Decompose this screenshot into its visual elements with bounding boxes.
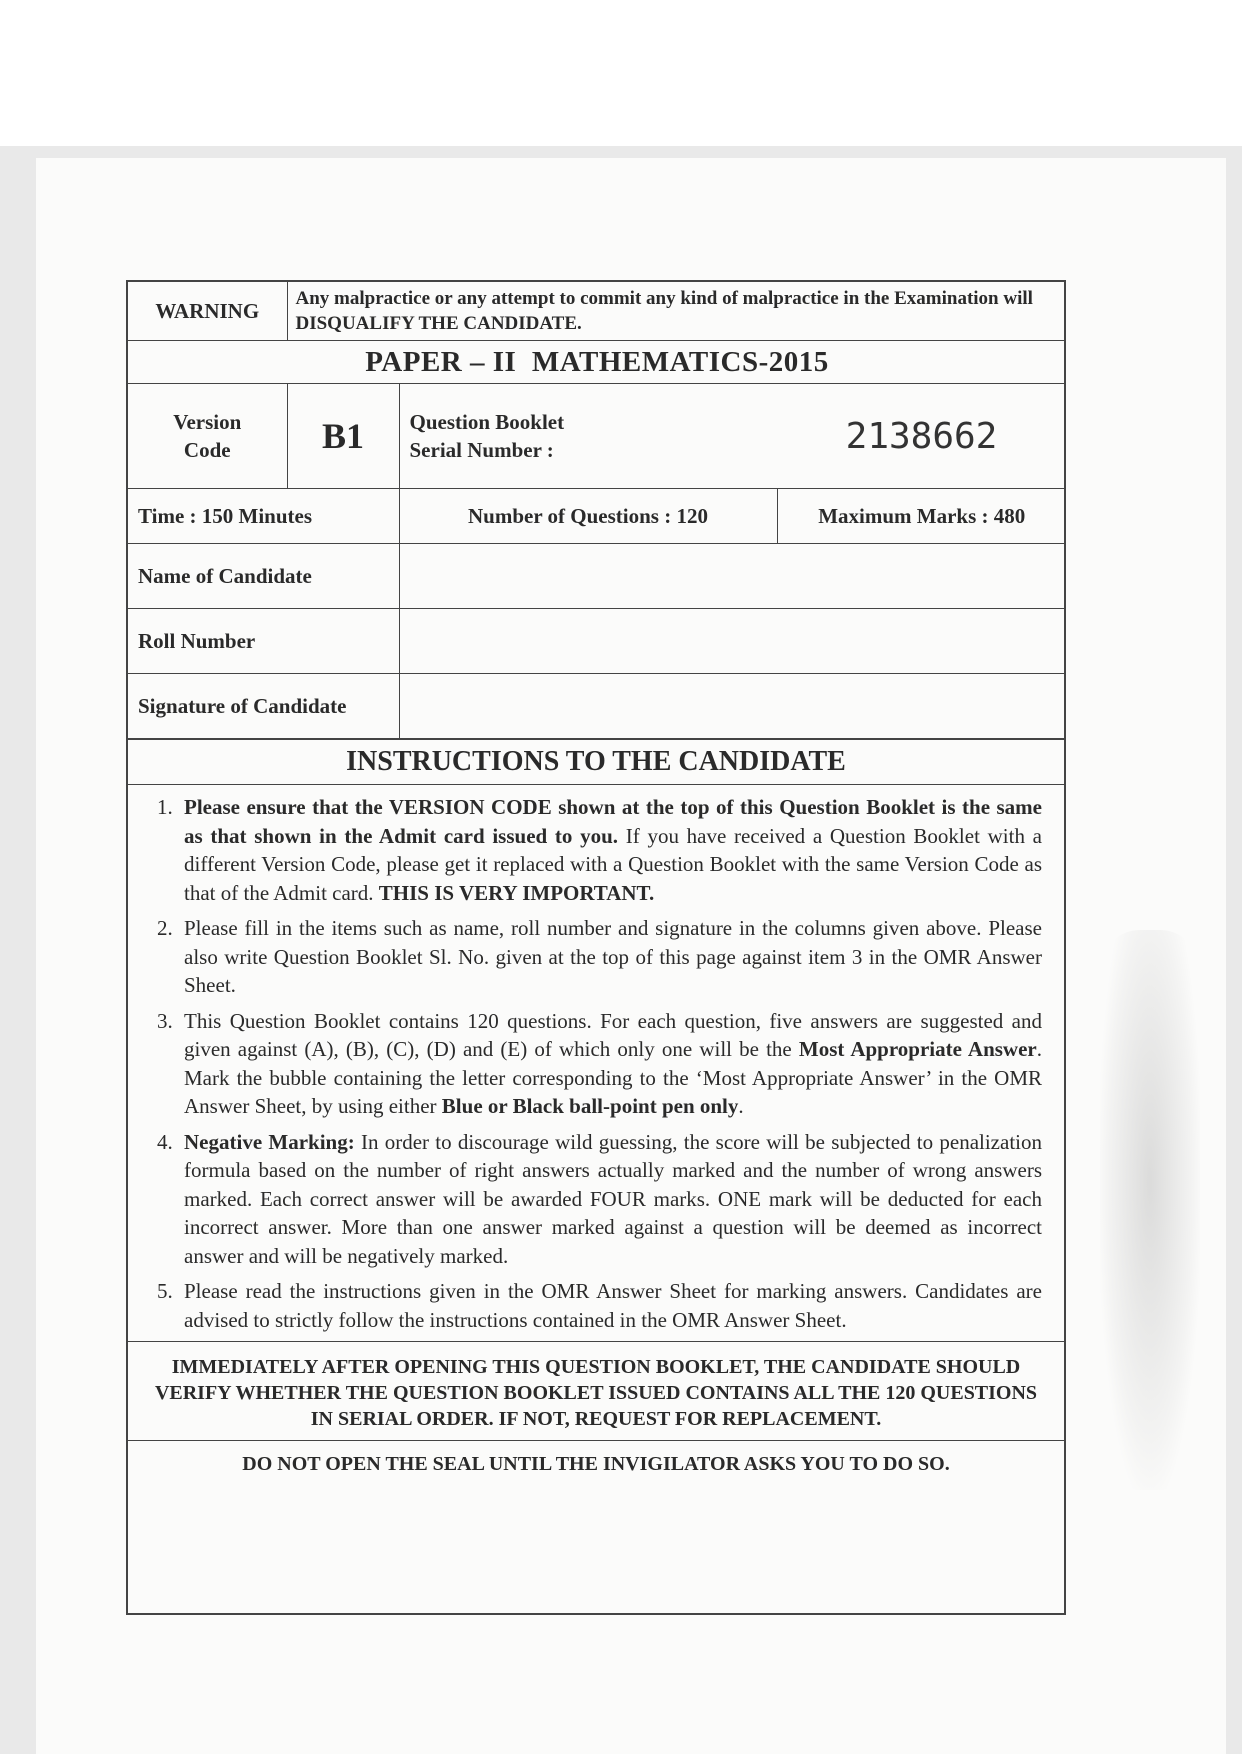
version-label-line2: Code [183, 438, 231, 462]
instruction-3-text-c: . [738, 1094, 744, 1118]
exam-info-row [128, 489, 1066, 544]
seal-notice: DO NOT OPEN THE SEAL UNTIL THE INVIGILATOR ASKS YOU TO DO SO. [128, 1440, 1064, 1487]
instruction-1-bold: Please ensure that the VERSION CODE shown at the top of this Question Booklet is the same as that shown in the Admit card issued to you. [184, 795, 1042, 848]
booklet-cover-box [126, 280, 1066, 1615]
instructions-heading: INSTRUCTIONS TO THE CANDIDATE [128, 740, 1064, 785]
warning-row [128, 282, 1066, 341]
questions-info: Number of Questions : 120 [399, 489, 777, 544]
serial-label-line2: Serial Number : [409, 438, 554, 462]
instruction-1-important: THIS IS VERY IMPORTANT. [378, 880, 655, 905]
instruction-5-text: Please read the instructions given in the OMR Answer Sheet for marking answers. Candidates are advised to strictly follow the instructions contained in the OMR Answer Sheet. [184, 1279, 1042, 1332]
instructions-section [128, 739, 1064, 1334]
instruction-item [178, 914, 1042, 1000]
serial-number-value: 2138662 [777, 384, 1066, 489]
serial-number-label [399, 384, 777, 489]
verification-notice: IMMEDIATELY AFTER OPENING THIS QUESTION BOOKLET, THE CANDIDATE SHOULD VERIFY WHETHER THE QUESTION BOOKLET ISSUED CONTAINS ALL THE 120 QUESTIONS IN SERIAL ORDER. IF NOT, REQUEST FOR REPLACEMENT. [128, 1341, 1064, 1440]
roll-row [128, 609, 1066, 674]
roll-field[interactable] [399, 609, 1066, 674]
signature-label: Signature of Candidate [128, 674, 399, 739]
paper-title-row [128, 341, 1066, 384]
version-label-line1: Version [173, 410, 242, 434]
signature-field[interactable] [399, 674, 1066, 739]
time-info: Time : 150 Minutes [128, 489, 399, 544]
instruction-item [178, 793, 1042, 907]
instruction-3-bold-a: Most Appropriate Answer [798, 1037, 1037, 1061]
warning-label: WARNING [128, 282, 287, 341]
paper-title: PAPER – II MATHEMATICS-2015 [128, 341, 1066, 384]
instruction-4-text: In order to discourage wild guessing, the score will be subjected to penalization formula based on the number of right answers actually marked and the number of wrong answers marked. Each correct answer will be awarded FOUR marks. ONE mark will be deducted for each incorrect answer. More than one answer marked against a question will be deemed as incorrect answer and will be negatively marked. [184, 1129, 1042, 1268]
scan-smudge [1100, 930, 1200, 1490]
serial-label-line1: Question Booklet [409, 410, 565, 434]
warning-text: Any malpractice or any attempt to commit any kind of malpractice in the Examination will DISQUALIFY THE CANDIDATE. [287, 282, 1066, 341]
cover-info-table [128, 282, 1066, 739]
instruction-1-text: If you have received a Question Booklet with a different Version Code, please get it replaced with a Question Booklet with the same Version Code as that of the Admit card. [184, 823, 1042, 905]
instruction-2-text: Please fill in the items such as name, roll number and signature in the columns given above. Please also write Question Booklet Sl. No. given at the top of this page against item 3 in the OMR Answer Sheet. [184, 916, 1042, 997]
name-field[interactable] [399, 544, 1066, 609]
instructions-list [128, 793, 1064, 1334]
name-row [128, 544, 1066, 609]
instruction-3-text-a: This Question Booklet contains 120 questions. For each question, five answers are suggested and given against (A), (B), (C), (D) and (E) of which only one will be the [184, 1008, 1042, 1061]
version-code-value: B1 [287, 384, 399, 489]
instruction-item [178, 1128, 1042, 1271]
instruction-3-bold-b: Blue or Black ball-point pen only [441, 1094, 739, 1118]
marks-info: Maximum Marks : 480 [777, 489, 1066, 544]
instruction-4-bold: Negative Marking: [184, 1129, 355, 1154]
roll-label: Roll Number [128, 609, 399, 674]
version-code-label [128, 384, 287, 489]
name-label: Name of Candidate [128, 544, 399, 609]
version-row [128, 384, 1066, 489]
instruction-3-text-b: . Mark the bubble containing the letter corresponding to the ‘Most Appropriate Answer’ in the OMR Answer Sheet, by using either [184, 1037, 1042, 1118]
instruction-item [178, 1277, 1042, 1334]
signature-row [128, 674, 1066, 739]
instruction-item [178, 1007, 1042, 1121]
